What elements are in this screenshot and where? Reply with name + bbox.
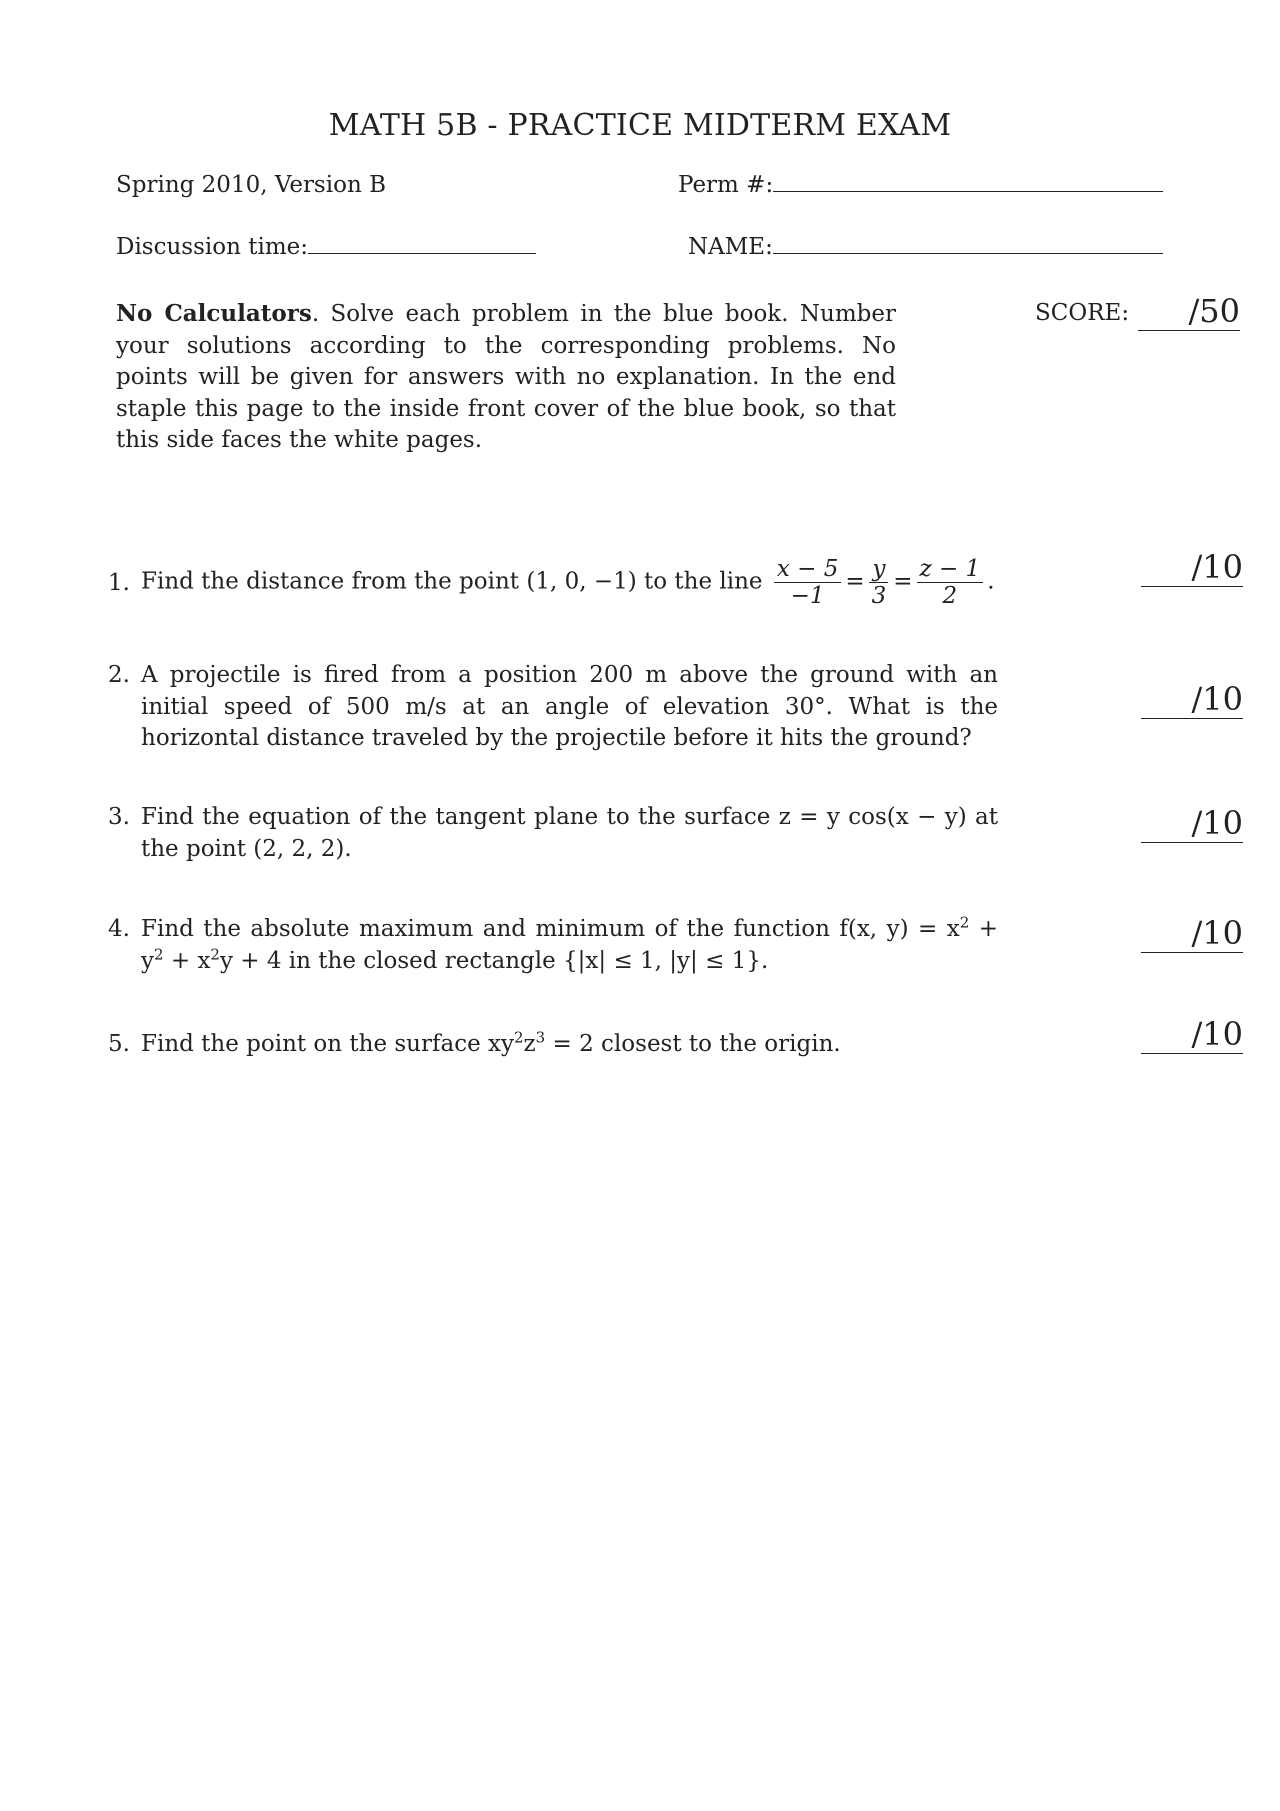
problem-4-points: /10 — [1191, 914, 1243, 952]
problem-2 — [108, 660, 998, 755]
total-score: /50 — [1188, 292, 1240, 330]
perm-field — [678, 172, 1163, 198]
page-title: MATH 5B - PRACTICE MIDTERM EXAM — [328, 108, 952, 143]
problem-1-points: /10 — [1191, 548, 1243, 586]
name-blank[interactable] — [773, 253, 1163, 254]
total-score-box[interactable] — [1138, 292, 1240, 331]
problem-3-text: Find the equation of the tangent plane to the surface z = y cos(x − y) at the point (2, 2, 2). — [141, 804, 998, 862]
problem-number: 3. — [108, 804, 130, 830]
exponent: 2 — [514, 1028, 524, 1047]
term-version: Spring 2010, Version B — [116, 172, 386, 198]
problem-2-points: /10 — [1191, 680, 1243, 718]
problem-5-text-a: Find the point on the surface xy — [141, 1031, 514, 1057]
discussion-blank[interactable] — [308, 253, 536, 254]
problem-1-body: Find the distance from the point (1, 0, −1) to the line $\frac{x - 5}{-1}$ = $\frac{y}{3}$ = $\frac{z - 1}{2}$ . — [141, 556, 995, 609]
exponent: 2 — [959, 913, 970, 932]
problem-2-score-box[interactable] — [1141, 680, 1243, 719]
name-field — [688, 234, 1163, 260]
perm-label: Perm #: — [678, 172, 774, 198]
fraction-2-num: y — [869, 556, 888, 583]
fraction-2-den: 3 — [871, 583, 887, 609]
instructions-bold: No Calculators — [116, 300, 312, 327]
problem-1 — [108, 556, 998, 626]
problem-4 — [108, 914, 998, 977]
problem-4-text-d: y + 4 in the closed rectangle {|x| ≤ 1, |y| ≤ 1}. — [219, 947, 769, 974]
instructions — [116, 298, 896, 457]
problem-number: 1. — [108, 570, 130, 596]
problem-5-body — [141, 1029, 998, 1061]
problem-4-score-box[interactable] — [1141, 914, 1243, 953]
fraction-1-den: −1 — [790, 583, 825, 609]
name-label: NAME: — [688, 234, 773, 260]
perm-blank[interactable] — [773, 191, 1163, 192]
instructions-text: . Solve each problem in the blue book. Number your solutions according to the corresponding problems. No points will be given for answers with no explanation. In the end staple this page to the inside front cover of the blue book, so that this side faces the white pages. — [116, 301, 897, 453]
problem-number: 2. — [108, 662, 130, 688]
problem-3-score-box[interactable] — [1141, 804, 1243, 843]
problem-2-text: A projectile is fired from a position 200 m above the ground with an initial speed of 500 m/s at an angle of elevation 30°. What is the horizontal distance traveled by the projectile before it hits the ground? — [141, 662, 998, 751]
problem-3-points: /10 — [1191, 804, 1243, 842]
problem-4-text-c: + x — [163, 947, 211, 974]
fraction-3 — [917, 556, 984, 609]
exponent: 2 — [154, 944, 164, 963]
problem-5-text-c: = 2 closest to the origin. — [545, 1031, 841, 1057]
fraction-1 — [774, 556, 842, 609]
problem-3 — [108, 802, 998, 865]
score-label: SCORE: — [1035, 300, 1130, 326]
problem-number: 5. — [108, 1031, 130, 1057]
problem-5-score-box[interactable] — [1141, 1015, 1243, 1054]
exponent: 3 — [535, 1028, 546, 1047]
problem-4-text-a: Find the absolute maximum and minimum of the function f(x, y) = x — [141, 916, 960, 942]
fraction-3-num: z − 1 — [917, 556, 984, 583]
problem-5-points: /10 — [1191, 1015, 1243, 1053]
fraction-1-num: x − 5 — [774, 556, 842, 583]
problem-1-score-box[interactable] — [1141, 548, 1243, 587]
problem-number: 4. — [108, 916, 130, 942]
exponent: 2 — [210, 944, 220, 963]
fraction-2 — [869, 556, 890, 609]
problem-4-body — [141, 914, 998, 977]
problem-5-text-b: z — [523, 1031, 536, 1057]
fraction-3-den: 2 — [942, 583, 958, 609]
discussion-label: Discussion time: — [116, 234, 308, 260]
problem-5 — [108, 1029, 998, 1061]
discussion-field — [116, 234, 536, 260]
problem-1-text: Find the distance from the point (1, 0, −1) to the line — [141, 568, 763, 595]
problem-4-text-b: + y — [141, 916, 998, 974]
